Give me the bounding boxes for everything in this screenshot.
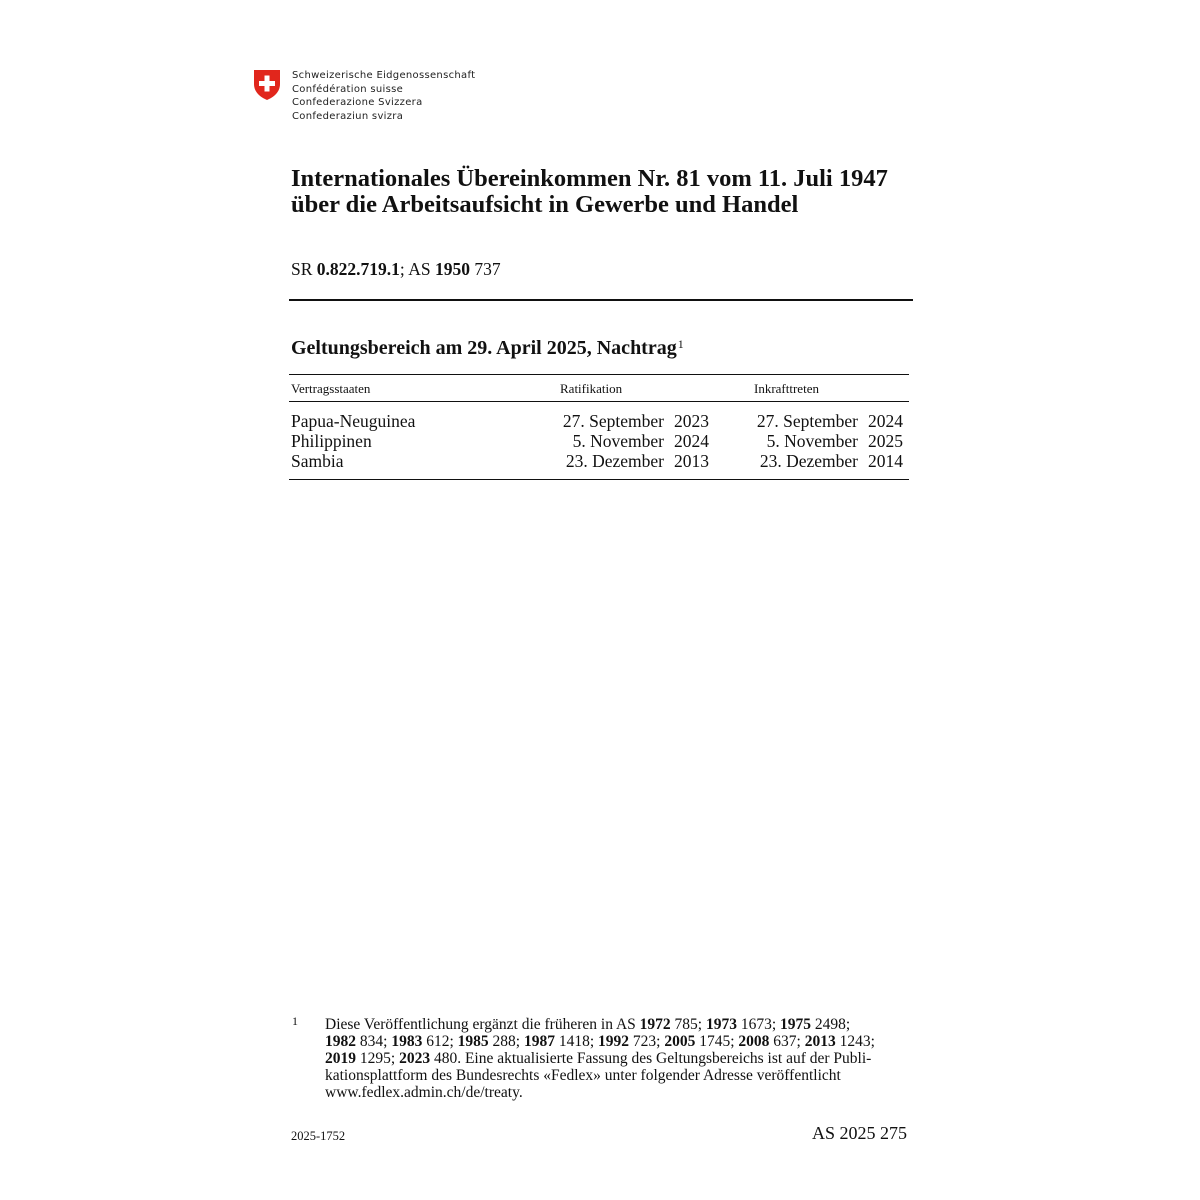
citation-page: 1243 bbox=[839, 1033, 871, 1050]
footnote-tail: . Eine aktualisierte Fassung des Geltungsbereichs ist auf der Publi- bbox=[457, 1050, 872, 1067]
confederation-name-rm: Confederaziun svizra bbox=[292, 110, 404, 122]
ratification-year-cell: 2013 bbox=[674, 451, 709, 471]
document-number: 2025-1752 bbox=[291, 1129, 346, 1143]
citation-year: 2005 bbox=[664, 1033, 696, 1050]
citation-year: 1982 bbox=[325, 1033, 356, 1050]
country-cell: Philippinen bbox=[291, 431, 372, 451]
table-row bbox=[0, 431, 1200, 451]
ratification-year-cell: 2024 bbox=[674, 431, 709, 451]
citation-year: 1972 bbox=[639, 1016, 671, 1033]
entry-into-force-year-cell: 2014 bbox=[868, 451, 903, 471]
table-row bbox=[0, 451, 1200, 471]
footnote-line-3: 2019 1295; 2023 480. Eine aktualisierte Fassung des Geltungsbereichs ist auf der Publi- bbox=[325, 1050, 872, 1067]
citation-year: 2023 bbox=[399, 1050, 431, 1067]
column-header-country: Vertragsstaaten bbox=[291, 381, 371, 396]
citation-year: 1987 bbox=[523, 1033, 555, 1050]
citation-year: 1985 bbox=[457, 1033, 489, 1050]
footnote-line-1: Diese Veröffentlichung ergänzt die früheren in AS 1972 785; 1973 1673; 1975 2498; bbox=[325, 1016, 851, 1033]
citation-year: 2019 bbox=[325, 1050, 356, 1067]
as-year: 1950 bbox=[434, 259, 470, 279]
citation-page: 834 bbox=[359, 1033, 384, 1050]
sr-label: SR bbox=[291, 259, 313, 279]
entry-into-force-year-cell: 2025 bbox=[868, 431, 903, 451]
citation-year: 1975 bbox=[780, 1016, 812, 1033]
citation-year: 2013 bbox=[804, 1033, 836, 1050]
citation-page: 1745 bbox=[699, 1033, 731, 1050]
footnote-number: 1 bbox=[292, 1014, 298, 1028]
citation-page: 1418 bbox=[558, 1033, 590, 1050]
table-bottom-rule bbox=[289, 479, 909, 480]
column-header-ratification: Ratifikation bbox=[560, 381, 623, 396]
footnote-link[interactable]: www.fedlex.admin.ch/de/treaty. bbox=[325, 1084, 523, 1101]
citation-page: 1673 bbox=[740, 1016, 772, 1033]
footnote-intro: Diese Veröffentlichung ergänzt die früheren in AS bbox=[325, 1016, 636, 1033]
citation-page: 612 bbox=[426, 1033, 450, 1050]
entry-into-force-year-cell: 2024 bbox=[868, 411, 903, 431]
citation-year: 1973 bbox=[705, 1016, 737, 1033]
citation-page: 1295 bbox=[359, 1050, 391, 1067]
official-compilation-reference: AS 2025 275 bbox=[812, 1123, 908, 1143]
ratification-date-cell: 5. November bbox=[572, 431, 664, 451]
citation-year: 1983 bbox=[391, 1033, 423, 1050]
citation-year: 1992 bbox=[598, 1033, 629, 1050]
reference-separator: ; bbox=[399, 259, 405, 279]
header-divider bbox=[289, 299, 913, 301]
reference-line bbox=[291, 259, 501, 280]
confederation-name-de: Schweizerische Eidgenossenschaft bbox=[292, 70, 476, 81]
document-title bbox=[291, 166, 931, 218]
citation-page: 723 bbox=[632, 1033, 657, 1050]
swiss-coat-of-arms-icon bbox=[253, 69, 281, 101]
section-heading bbox=[291, 337, 684, 360]
title-line-2: über die Arbeitsaufsicht in Gewerbe und Handel bbox=[291, 191, 799, 218]
citation-page: 2498 bbox=[814, 1016, 846, 1033]
footnote-line-4: kationsplattform des Bundesrechts «Fedlex» unter folgender Adresse veröffentlicht bbox=[325, 1067, 841, 1084]
table-top-rule bbox=[289, 374, 909, 375]
entry-into-force-date-cell: 27. September bbox=[756, 411, 858, 431]
entry-into-force-date-cell: 5. November bbox=[766, 431, 858, 451]
ratification-year-cell: 2023 bbox=[674, 411, 709, 431]
confederation-name-it: Confederazione Svizzera bbox=[292, 97, 423, 108]
column-header-entry-into-force: Inkrafttreten bbox=[754, 381, 819, 396]
citation-year: 2008 bbox=[738, 1033, 770, 1050]
citation-page: 288 bbox=[492, 1033, 516, 1050]
emblem-cross-horizontal bbox=[259, 81, 275, 86]
confederation-name bbox=[292, 69, 475, 123]
country-cell: Sambia bbox=[291, 451, 344, 471]
citation-page: 637 bbox=[773, 1033, 797, 1050]
citation-page: 785 bbox=[674, 1016, 698, 1033]
confederation-name-fr: Confédération suisse bbox=[292, 83, 404, 95]
title-line-1: Internationales Übereinkommen Nr. 81 vom 11. Juli 1947 bbox=[291, 165, 888, 192]
table-row bbox=[0, 411, 1200, 431]
footnote-reference[interactable]: 1 bbox=[677, 337, 684, 351]
citation-page: 480 bbox=[433, 1050, 458, 1067]
as-label: AS bbox=[408, 259, 431, 279]
as-page: 737 bbox=[474, 259, 501, 279]
ratification-date-cell: 27. September bbox=[562, 411, 664, 431]
footnote-text bbox=[325, 1016, 905, 1101]
table-header-rule bbox=[289, 401, 909, 402]
section-heading-text: Geltungsbereich am 29. April 2025, Nachtrag bbox=[291, 337, 677, 359]
country-cell: Papua-Neuguinea bbox=[291, 411, 416, 431]
footnote-line-2: 1982 834; 1983 612; 1985 288; 1987 1418; 1992 723; 2005 1745; 2008 637; 2013 1243; bbox=[325, 1033, 875, 1050]
entry-into-force-date-cell: 23. Dezember bbox=[759, 451, 858, 471]
sr-number: 0.822.719.1 bbox=[316, 259, 400, 279]
ratification-date-cell: 23. Dezember bbox=[565, 451, 664, 471]
